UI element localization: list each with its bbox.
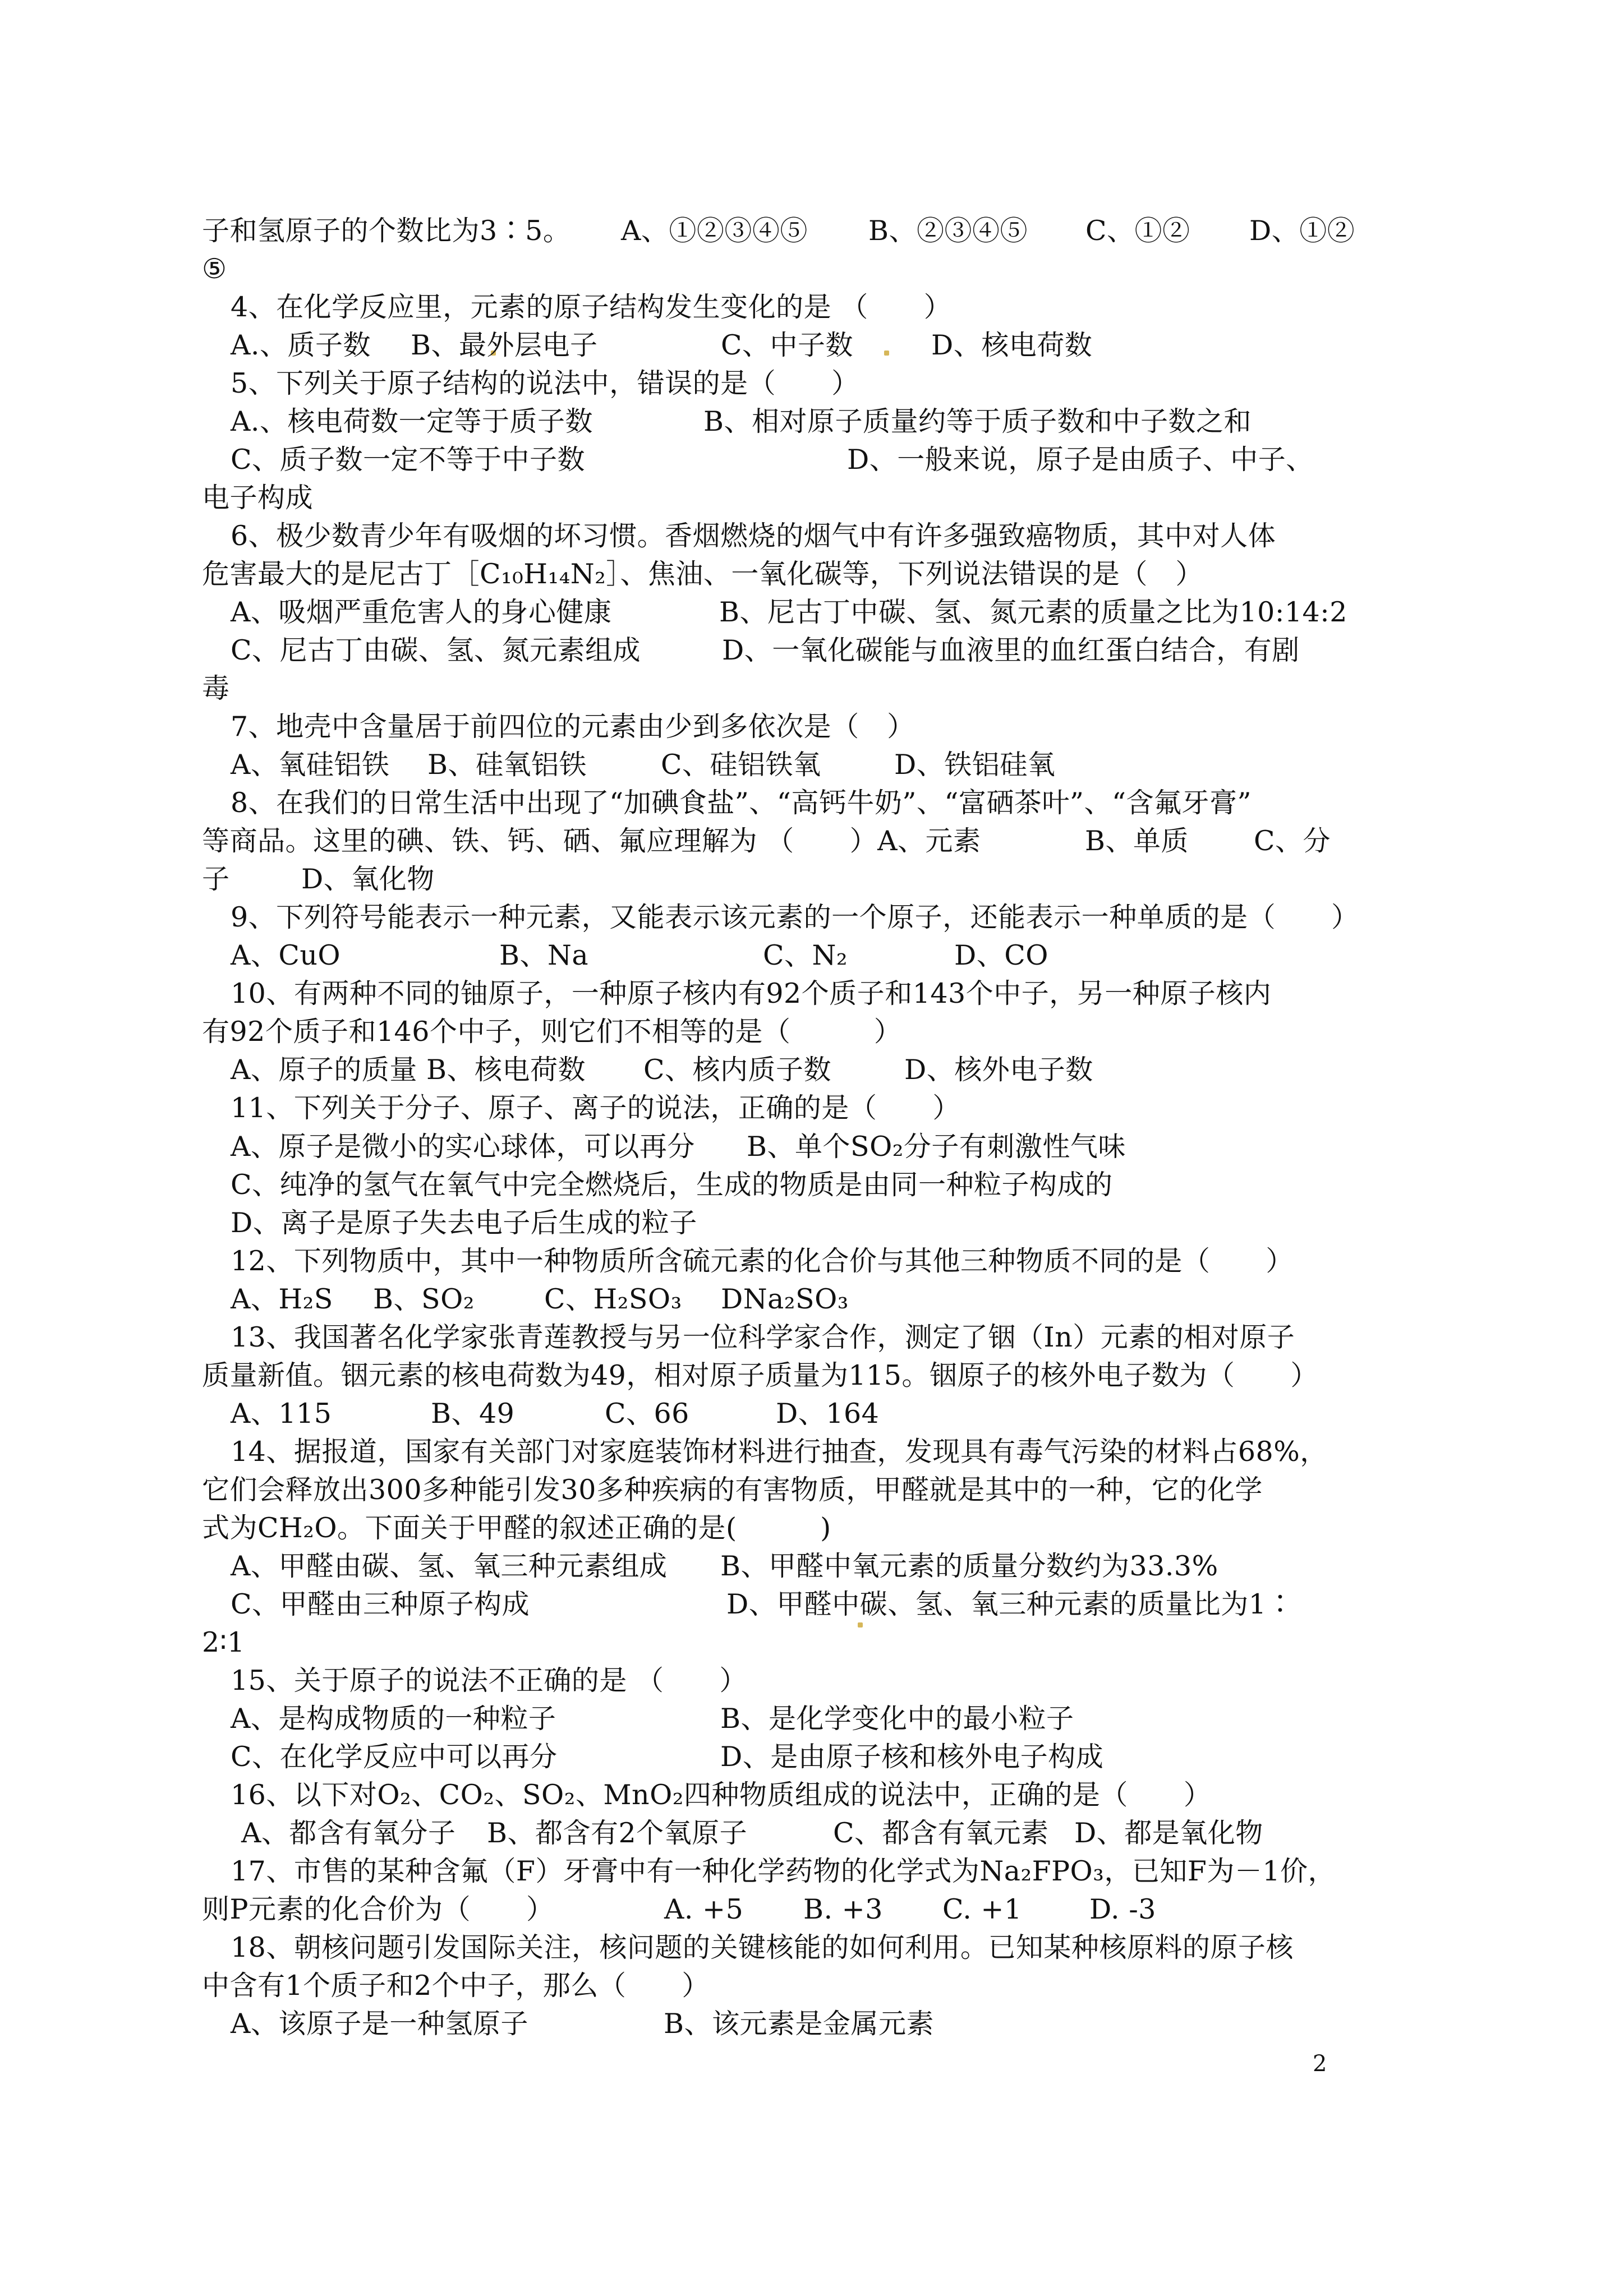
text-segment: 5、下列关于原子结构的说法中，错误的是（ ） [231,367,859,399]
text-segment: A、115 [231,1398,332,1430]
text-segment: 它们会释放出300多种能引发30多种疾病的有害物质，甲醛就是其中的一种，它的化学 [202,1474,1263,1506]
text-segment: A.、核电荷数一定等于质子数 [231,405,593,437]
text-segment: A、都含有氧分子 [241,1817,456,1849]
text-line [0,1929,1624,1967]
text-segment: A、该原子是一种氢原子 [231,2008,528,2040]
text-segment: B、最外层电子 [411,329,598,361]
text-segment: C. +1 [942,1893,1022,1925]
text-segment: 则P元素的化合价为（ ） [202,1893,554,1925]
text-segment: A、CuO [231,939,341,971]
text-segment: A、原子的质量 B、核电荷数 [231,1054,586,1086]
text-line [0,708,1624,746]
text-segment: D、一氧化碳能与血液里的血红蛋白结合，有剧 [722,634,1300,666]
text-line [0,1242,1624,1280]
text-segment: B、②③④⑤ [868,215,1028,247]
text-line [0,555,1624,593]
text-segment: 12、下列物质中，其中一种物质所含硫元素的化合价与其他三种物质不同的是（ ） [231,1245,1294,1277]
text-segment: C、硅铝铁氧 [661,749,821,781]
text-segment: D、氧化物 [301,863,435,895]
text-segment: A、原子是微小的实心球体，可以再分 [231,1131,695,1163]
text-line [0,1013,1624,1051]
text-segment: 子 [202,863,230,895]
text-segment: D、①② [1249,215,1355,247]
text-segment: B、49 [431,1398,515,1430]
text-line [0,1471,1624,1509]
text-segment: 15、关于原子的说法不正确的是 （ ） [231,1665,747,1696]
text-line [0,517,1624,555]
text-segment: 危害最大的是尼古丁［C₁₀H₁₄N₂］、焦油、一氧化碳等，下列说法错误的是（ ） [202,558,1203,590]
text-line [0,1433,1624,1471]
text-segment: 中含有1个质子和2个中子，那么（ ） [202,1970,710,2002]
text-segment: 9、下列符号能表示一种元素，又能表示该元素的一个原子，还能表示一种单质的是（ ） [231,901,1359,933]
text-line [0,1128,1624,1166]
text-segment: B、是化学变化中的最小粒子 [720,1703,1074,1735]
text-line [0,1204,1624,1242]
text-segment: B、相对原子质量约等于质子数和中子数之和 [703,405,1252,437]
text-segment: D、是由原子核和核外电子构成 [720,1741,1104,1773]
text-line [0,365,1624,403]
text-segment: C、纯净的氢气在氧气中完全燃烧后，生成的物质是由同一种粒子构成的 [231,1169,1113,1201]
text-line [0,784,1624,822]
text-line [0,1662,1624,1700]
text-line [0,1967,1624,2005]
text-segment: 电子构成 [202,482,314,514]
text-line [0,212,1624,250]
text-segment: 式为CH₂O。下面关于甲醛的叙述正确的是( ) [202,1512,831,1544]
text-line [0,326,1624,365]
text-segment: 13、我国著名化学家张青莲教授与另一位科学家合作，测定了铟（In）元素的相对原子 [231,1321,1295,1353]
text-line [0,1280,1624,1318]
text-line [0,593,1624,631]
text-segment: C、①② [1085,215,1190,247]
text-line [0,1395,1624,1433]
text-line [0,479,1624,517]
text-segment: 18、朝核问题引发国际关注，核问题的关键核能的如何利用。已知某种核原料的原子核 [231,1931,1294,1963]
text-segment: C、质子数一定不等于中子数 [231,444,585,476]
text-segment: D、核电荷数 [931,329,1093,361]
text-segment: C、在化学反应中可以再分 [231,1741,558,1773]
text-segment: ⑤ [202,253,227,285]
text-line [0,250,1624,288]
text-segment: C、分 [1254,825,1331,857]
text-line [0,631,1624,670]
text-segment: 有92个质子和146个中子，则它们不相等的是（ ） [202,1016,902,1048]
text-segment: D、都是氧化物 [1074,1817,1263,1849]
text-line [0,1776,1624,1814]
text-segment: D、164 [776,1398,880,1430]
text-segment: A、H₂S [231,1283,333,1315]
text-segment: D、核外电子数 [904,1054,1093,1086]
text-segment: 毒 [202,672,230,704]
text-segment: A.、质子数 [231,329,371,361]
text-line [0,1700,1624,1738]
text-segment: 等商品。这里的碘、铁、钙、硒、氟应理解为 （ ）A、元素 [202,825,981,857]
text-line [0,1318,1624,1357]
text-segment: A、吸烟严重危害人的身心健康 [231,596,612,628]
text-line [0,1738,1624,1776]
text-line [0,288,1624,326]
text-segment: B、硅氧铝铁 [427,749,587,781]
text-segment: 7、地壳中含量居于前四位的元素由少到多依次是（ ） [231,711,915,743]
text-segment: C、N₂ [763,939,848,971]
text-segment: B、甲醛中氧元素的质量分数约为33.3% [720,1550,1218,1582]
text-segment: 4、在化学反应里，元素的原子结构发生变化的是 （ ） [231,291,952,323]
text-segment: C、都含有氧元素 [833,1817,1049,1849]
text-segment: 17、市售的某种含氟（F）牙膏中有一种化学药物的化学式为Na₂FPO₃，已知F为－1价， [231,1855,1336,1887]
text-segment: C、核内质子数 [643,1054,831,1086]
text-line [0,1891,1624,1929]
text-segment: D、一般来说，原子是由质子、中子、 [847,444,1314,476]
text-line [0,670,1624,708]
text-segment: B、都含有2个氧原子 [487,1817,748,1849]
text-segment: B、单质 [1085,825,1189,857]
text-line [0,1166,1624,1204]
text-line [0,1624,1624,1662]
text-segment: A、甲醛由碳、氢、氧三种元素组成 [231,1550,668,1582]
text-line [0,2005,1624,2043]
text-line [0,1357,1624,1395]
text-segment: 子和氢原子的个数比为3∶5。 [202,215,571,247]
text-line [0,1814,1624,1852]
text-segment: 14、据报道，国家有关部门对家庭装饰材料进行抽查，发现具有毒气污染的材料占68%， [231,1436,1328,1468]
text-segment: D、甲醛中碳、氢、氧三种元素的质量比为1∶ [726,1588,1294,1620]
text-line [0,937,1624,975]
text-line [0,441,1624,479]
text-segment: 6、极少数青少年有吸烟的坏习惯。香烟燃烧的烟气中有许多强致癌物质，其中对人体 [231,520,1276,552]
text-line [0,403,1624,441]
text-line [0,1547,1624,1585]
text-segment: A. +5 [664,1893,744,1925]
text-line [0,822,1624,860]
text-segment: B、单个SO₂分子有刺激性气味 [747,1131,1126,1163]
text-segment: D、离子是原子失去电子后生成的粒子 [231,1207,697,1239]
text-line [0,1585,1624,1624]
text-line [0,1852,1624,1891]
text-segment: 8、在我们的日常生活中出现了“加碘食盐”、“高钙牛奶”、“富硒茶叶”、“含氟牙膏” [231,787,1252,819]
text-segment: A、氧硅铝铁 [231,749,390,781]
text-segment: 11、下列关于分子、原子、离子的说法，正确的是（ ） [231,1092,960,1124]
text-line [0,746,1624,784]
text-line [0,975,1624,1013]
text-segment: D、铁铝硅氧 [894,749,1056,781]
text-segment: 2∶1 [202,1626,245,1658]
text-segment: B. +3 [803,1893,883,1925]
page-number: 2 [1313,2051,1327,2077]
text-segment: D、CO [954,939,1048,971]
text-segment: B、尼古丁中碳、氢、氮元素的质量之比为10:14:2 [719,596,1347,628]
text-segment: 质量新值。铟元素的核电荷数为49，相对原子质量为115。铟原子的核外电子数为（ ） [202,1359,1318,1391]
text-segment: A、是构成物质的一种粒子 [231,1703,556,1735]
text-segment: C、甲醛由三种原子构成 [231,1588,530,1620]
text-segment: C、尼古丁由碳、氢、氮元素组成 [231,634,641,666]
text-segment: D. -3 [1089,1893,1156,1925]
text-line [0,1509,1624,1547]
text-segment: 16、以下对O₂、CO₂、SO₂、MnO₂四种物质组成的说法中，正确的是（ ） [231,1779,1212,1811]
text-segment: C、66 [605,1398,689,1430]
text-segment: B、SO₂ [373,1283,475,1315]
text-segment: C、H₂SO₃ [544,1283,682,1315]
text-line [0,1051,1624,1089]
text-segment: C、中子数 [721,329,853,361]
text-segment: A、①②③④⑤ [621,215,808,247]
text-segment: DNa₂SO₃ [721,1283,849,1315]
text-segment: 10、有两种不同的铀原子，一种原子核内有92个质子和143个中子，另一种原子核内 [231,978,1272,1009]
text-line [0,1089,1624,1127]
text-line [0,898,1624,937]
text-segment: B、该元素是金属元素 [664,2008,935,2040]
text-segment: B、Na [499,939,589,971]
text-line [0,860,1624,898]
